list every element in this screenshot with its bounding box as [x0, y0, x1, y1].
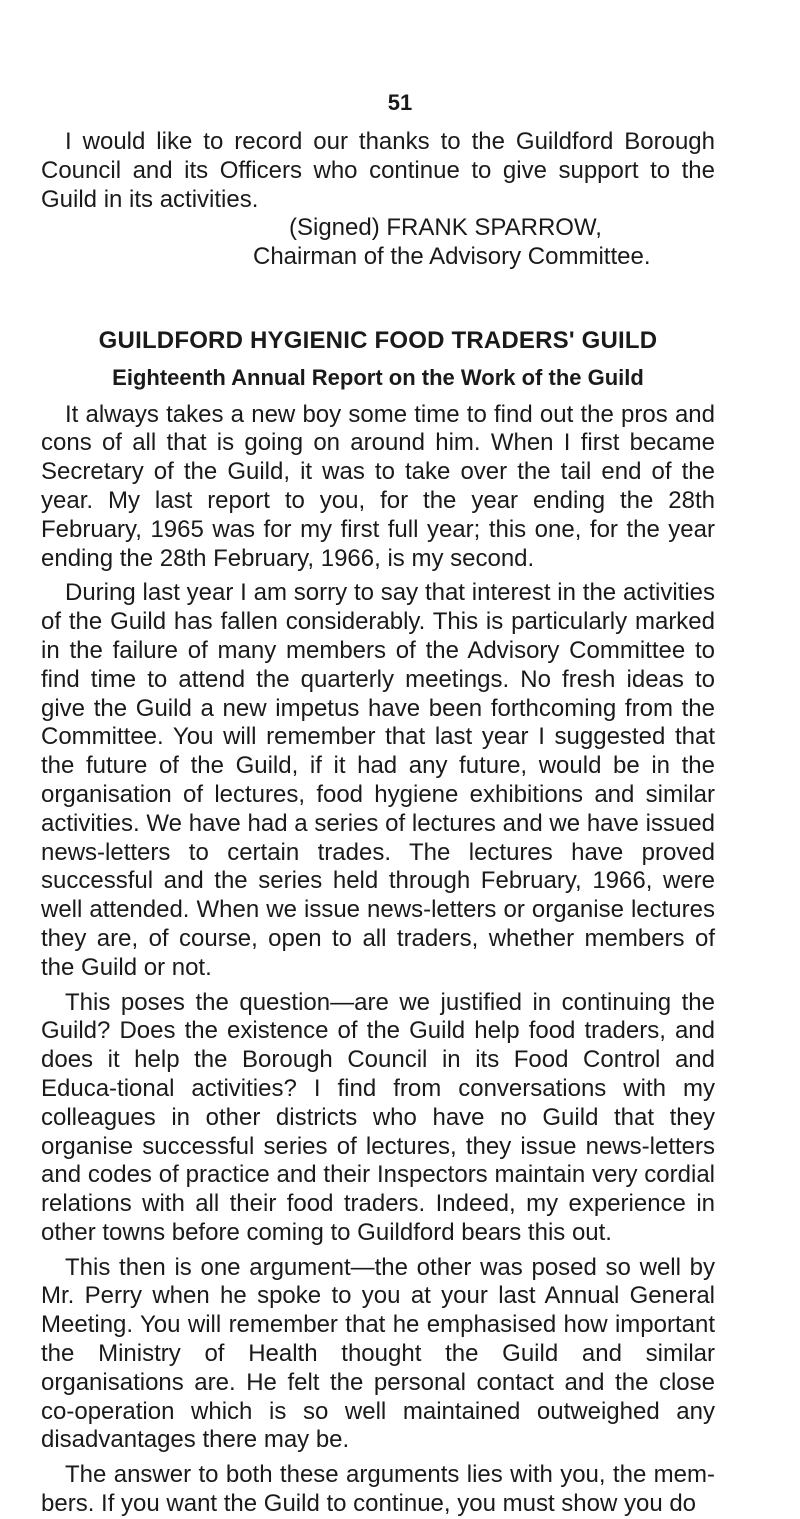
- body-paragraph-4: This then is one argument—the other was posed so well by Mr. Perry when he spoke to you at your last Annual General Meeting. You will remember that he emphasised how important the Ministry of Health thought the Guild and similar organisations are. He felt the personal contact and the close co-operation which is so well maintained outweighed any disadvantages there may be.: [41, 1253, 715, 1454]
- document-subheading: Eighteenth Annual Report on the Work of the Guild: [112, 364, 644, 390]
- intro-paragraph: I would like to record our thanks to the Guildford Borough Council and its Officers who continue to give support to the Guild in its activities.: [41, 128, 715, 213]
- signature-title: Chairman of the Advisory Committee.: [253, 243, 651, 271]
- signature-signed: (Signed) FRANK SPARROW,: [289, 214, 602, 242]
- body-paragraph-5: The answer to both these arguments lies with you, the mem-bers. If you want the Guild to continue, you must show you do: [41, 1461, 715, 1518]
- body-paragraph-1: It always takes a new boy some time to find out the pros and cons of all that is going on around him. When I first became Secretary of the Guild, it was to take over the tail end of the year. My last report to you, for the year ending the 28th February, 1965 was for my first full year; this one, for the year ending the 28th February, 1966, is my second.: [41, 400, 715, 572]
- page-content: [41, 128, 715, 1519]
- page-number: 51: [387, 90, 413, 115]
- document-heading: GUILDFORD HYGIENIC FOOD TRADERS' GUILD: [98, 326, 658, 354]
- body-paragraph-2: During last year I am sorry to say that interest in the activities of the Guild has fallen considerably. This is particularly marked in the failure of many members of the Advisory Committee to find time to attend the quarterly meetings. No fresh ideas to give the Guild a new impetus have been forthcoming from the Committee. You will remember that last year I suggested that the future of the Guild, if it had any future, would be in the organisation of lectures, food hygiene exhibitions and similar activities. We have had a series of lectures and we have issued news-letters to certain trades. The lectures have proved successful and the series held through February, 1966, were well attended. When we issue news-letters or organise lectures they are, of course, open to all traders, whether members of the Guild or not.: [41, 579, 715, 981]
- body-paragraph-3: This poses the question—are we justified in continuing the Guild? Does the existence of the Guild help food traders, and does it help the Borough Council in its Food Control and Educa-tional activities? I find from conversations with my colleagues in other districts who have no Guild that they organise successful series of lectures, they issue news-letters and codes of practice and their Inspectors maintain very cordial relations with all their food traders. Indeed, my experience in other towns before coming to Guildford bears this out.: [41, 988, 715, 1246]
